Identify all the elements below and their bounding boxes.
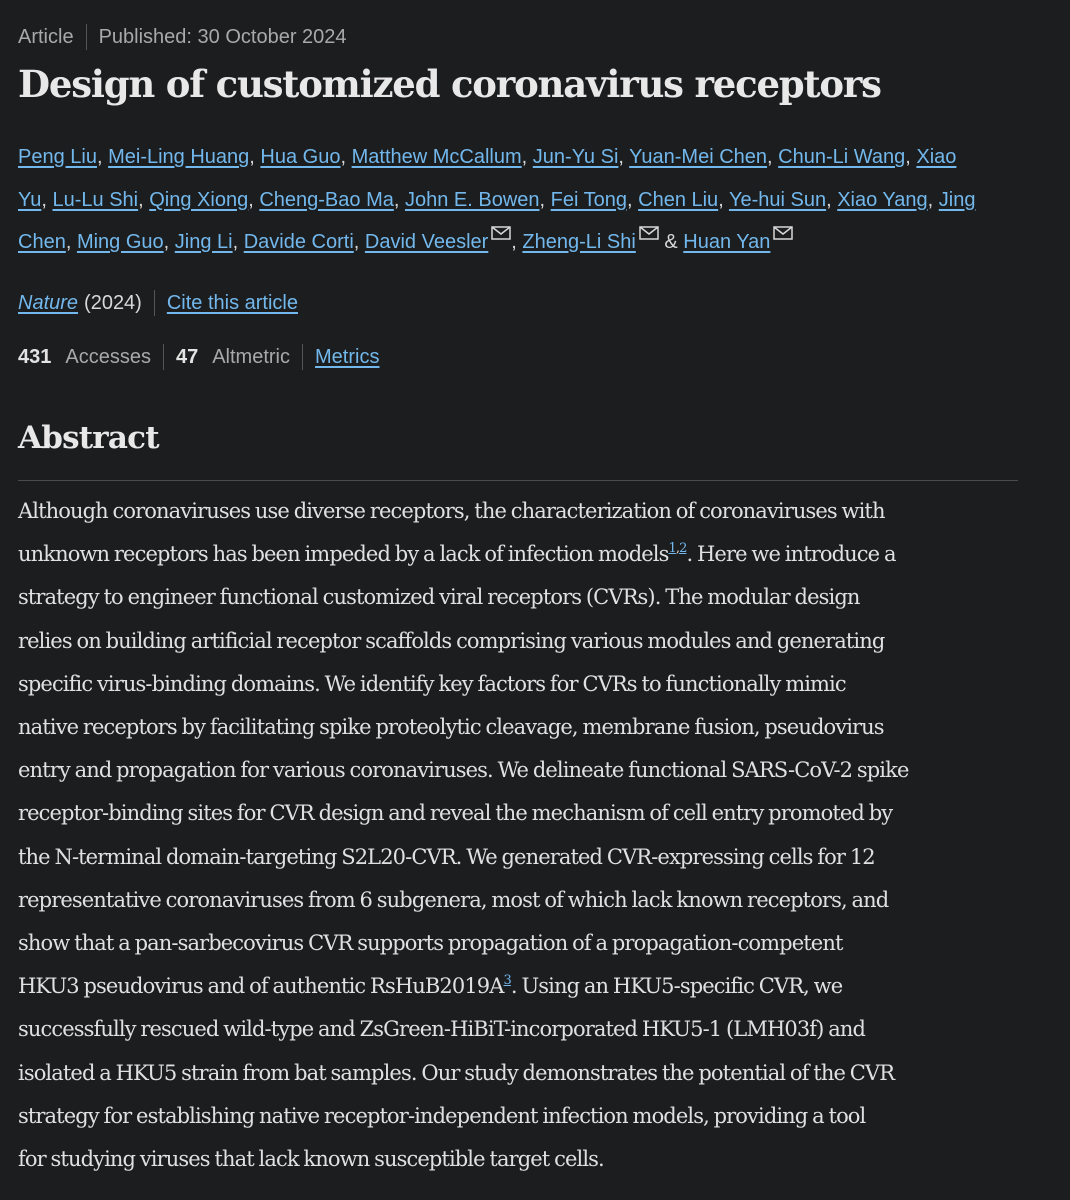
author-separator: , [927,188,934,211]
divider [86,24,87,50]
article-meta [18,22,347,52]
metrics-bar [18,342,379,372]
author-link[interactable]: David Veesler [364,231,489,253]
abstract-line [18,965,1053,1008]
journal-year: (2024) [84,291,142,314]
abstract-line: strategy for establishing native receptor-independent infection models, providing a tool [18,1103,866,1128]
citation-link[interactable]: 3 [503,973,511,989]
author-separator: , [627,188,633,211]
author-separator: , [353,231,360,253]
author-separator: , [232,231,239,253]
author-link[interactable]: Mei-Ling Huang [108,146,250,168]
divider [302,344,303,370]
abstract-text-segment: unknown receptors has been impeded by a lack of infection models [18,542,669,567]
author-link[interactable]: Lu-Lu Shi [52,188,139,211]
author-line-2 [18,179,1028,222]
abstract-text-segment: . Here we introduce a [686,542,896,567]
abstract-text-segment: . Using an HKU5-specific CVR, we [510,974,843,999]
author-separator: , [163,231,170,253]
author-separator: , [618,146,624,168]
author-separator: , [65,231,72,253]
journal-link[interactable]: Nature [18,291,79,314]
author-link[interactable]: Xiao Yang [837,188,928,211]
author-link[interactable]: Ye-hui Sun [728,188,827,211]
abstract-line: strategy to engineer functional customized viral receptors (CVRs). The modular design [18,585,860,610]
article-title: Design of customized coronavirus receptors [18,62,881,106]
author-link[interactable]: Hua Guo [260,146,341,168]
author-separator: , [511,231,517,253]
author-link[interactable]: Jing Li [174,231,233,253]
abstract-line: relies on building artificial receptor scaffolds comprising various modules and generating [18,628,885,653]
abstract-line: isolated a HKU5 strain from bat samples. Our study demonstrates the potential of the CVR [18,1060,895,1085]
author-separator: , [249,146,255,168]
metrics-link[interactable]: Metrics [315,345,380,368]
author-separator: , [138,188,144,211]
accesses-count: 431 [18,345,52,368]
published-date: Published: 30 October 2024 [98,25,347,48]
author-link[interactable]: Peng Liu [18,146,97,168]
author-separator: , [41,188,47,211]
author-link[interactable]: John E. Bowen [404,188,540,211]
section-divider [18,480,1018,481]
divider [154,290,155,316]
author-separator: , [393,188,400,211]
author-link[interactable]: Chen Liu [638,188,719,211]
author-link[interactable]: Matthew McCallum [351,146,522,168]
abstract-line: Although coronaviruses use diverse receptors, the characterization of coronaviruses with [18,499,885,523]
abstract-line: the N-terminal domain-targeting S2L20-CVR. We generated CVR-expressing cells for 12 [18,844,875,869]
author-list [18,136,1028,264]
author-link[interactable]: Yu [18,188,42,211]
abstract-line: for studying viruses that lack known susceptible target cells. [18,1147,604,1172]
author-link[interactable]: Huan Yan [683,231,771,253]
author-separator: , [96,146,103,168]
author-separator: , [767,146,773,168]
abstract-line: receptor-binding sites for CVR design and reveal the mechanism of cell entry promoted by [18,801,893,826]
journal-info [18,288,298,318]
author-link[interactable]: Zheng-Li Shi [522,231,636,253]
author-link[interactable]: Qing Xiong [149,188,249,211]
citation-refs [504,973,511,988]
author-link[interactable]: Davide Corti [243,231,354,253]
abstract-line: native receptors by facilitating spike proteolytic cleavage, membrane fusion, pseudovirus [18,715,884,740]
mail-icon[interactable] [639,226,659,240]
abstract-heading: Abstract [18,420,159,456]
abstract-line: specific virus-binding domains. We identify key factors for CVRs to functionally mimic [18,671,846,696]
author-separator: , [826,188,832,211]
altmetric-label: Altmetric [212,345,291,368]
mail-icon[interactable] [773,226,793,240]
altmetric-count: 47 [175,345,199,368]
abstract-line: entry and propagation for various coronaviruses. We delineate functional SARS-CoV-2 spike [18,758,909,783]
divider [163,344,164,370]
author-link[interactable]: Chen [18,231,66,253]
author-separator: , [539,188,546,211]
author-link[interactable]: Cheng-Bao Ma [259,188,394,211]
mail-icon[interactable] [491,226,511,240]
citation-refs [668,541,686,556]
author-separator: , [340,146,347,168]
author-link[interactable]: Yuan-Mei Chen [629,146,768,168]
author-link[interactable]: Jing [938,188,976,211]
author-link[interactable]: Xiao [916,146,957,168]
accesses-label: Accesses [65,345,151,368]
author-link[interactable]: Jun-Yu Si [532,146,619,168]
author-link[interactable]: Chun-Li Wang [778,146,906,168]
abstract-line: show that a pan-sarbecovirus CVR supports propagation of a propagation-competent [18,931,843,956]
author-link[interactable]: Ming Guo [76,231,164,253]
article-type: Article [18,25,74,48]
author-link[interactable]: Fei Tong [550,188,627,211]
author-separator: , [248,188,254,211]
abstract-text-segment: HKU3 pseudovirus and of authentic RsHuB2019A [18,974,504,999]
author-line-3 [18,221,1028,264]
citation-separator: , [675,541,680,557]
author-separator: , [718,188,724,211]
abstract-line [18,533,1053,576]
cite-link[interactable]: Cite this article [166,291,298,314]
abstract-line: representative coronaviruses from 6 subgenera, most of which lack known receptors, and [18,887,889,912]
citation-link[interactable]: 2 [679,541,687,557]
author-line-1 [18,136,1028,179]
author-separator: , [521,146,528,168]
author-separator: , [905,146,911,168]
abstract-text [18,490,1053,1181]
citation-link[interactable]: 1 [668,541,676,557]
ampersand: & [664,231,678,253]
abstract-line: successfully rescued wild-type and ZsGreen-HiBiT-incorporated HKU5-1 (LMH03f) and [18,1017,866,1042]
